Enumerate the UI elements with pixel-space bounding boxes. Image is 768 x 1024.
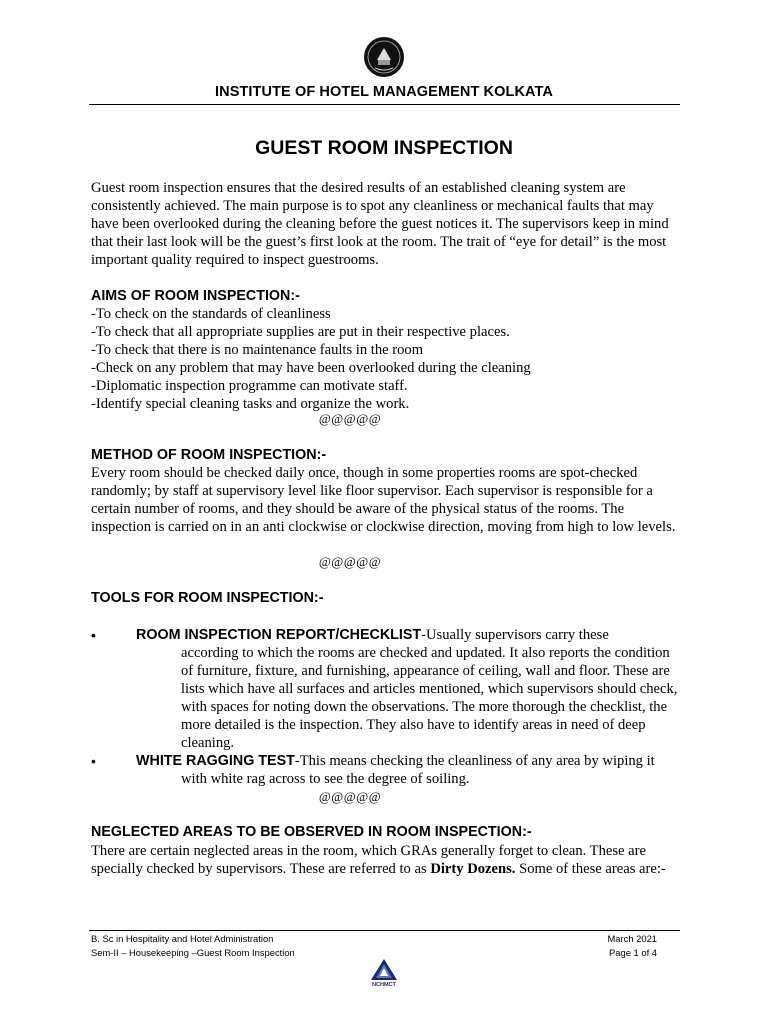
footer-left: [91, 932, 295, 960]
nchmct-logo-text: NCHMCT: [372, 982, 396, 988]
list-item: -Check on any problem that may have been overlooked during the cleaning: [91, 360, 531, 376]
tools-item-text: -Usually supervisors carry these: [421, 627, 609, 643]
neglected-heading: NEGLECTED AREAS TO BE OBSERVED IN ROOM INSPECTION:-: [91, 824, 532, 840]
tools-item-text: -This means checking the cleanliness of any area by wiping it: [294, 753, 655, 769]
tools-item-ragging: [136, 752, 681, 788]
dirty-dozens-term: Dirty Dozens.: [430, 861, 516, 877]
institute-name: INSTITUTE OF HOTEL MANAGEMENT KOLKATA: [215, 84, 553, 100]
footer-right: [560, 932, 657, 960]
list-item: -To check on the standards of cleanliness: [91, 306, 331, 322]
footer-date: March 2021: [607, 933, 657, 944]
tools-item-description: according to which the rooms are checked and updated. It also reports the condition of furniture, fixture, and furnishing, appearance of ceiling, wall and floor. These are lists which have all surfaces and articles mentioned, which supervisors should check, with spaces for noting down the observations. The more thorough the checklist, the more detailed is the inspection. They also have to identify areas in need of deep cleaning.: [181, 645, 678, 751]
neglected-paragraph: There are certain neglected areas in the room, which GRAs generally forget to clean. These are specially checked by supervisors. These are referred to as Dirty Dozens. Some of these areas are:-: [91, 843, 666, 877]
aims-list: [91, 305, 681, 413]
section-separator: @@@@@: [318, 789, 382, 804]
section-separator: @@@@@: [318, 554, 382, 569]
tools-item-title: WHITE RAGGING TEST: [136, 753, 295, 769]
footer-course: Sem-II – Housekeeping –Guest Room Inspection: [91, 947, 295, 958]
method-paragraph: Every room should be checked daily once, though in some properties rooms are spot-checked randomly; by staff at supervisory level like floor supervisor. Each supervisor is responsible for a certain number of rooms, and they should be aware of the physical status of the rooms. The inspection is carried on in an anti clockwise or clockwise direction, moving from high to low levels.: [91, 465, 676, 535]
list-item: -Diplomatic inspection programme can motivate staff.: [91, 378, 408, 394]
tools-item-checklist: [136, 626, 681, 752]
footer-divider: [89, 930, 680, 931]
bullet-marker: •: [91, 753, 96, 769]
list-item: -Identify special cleaning tasks and organize the work.: [91, 396, 410, 412]
page-number: Page 1 of 4: [609, 947, 657, 958]
section-separator: @@@@@: [318, 411, 382, 426]
method-heading: METHOD OF ROOM INSPECTION:-: [91, 447, 327, 463]
header-divider: [89, 104, 680, 105]
tools-item-description: with white rag across to see the degree of soiling.: [181, 771, 470, 787]
list-item: -To check that all appropriate supplies are put in their respective places.: [91, 324, 510, 340]
tools-item-title: ROOM INSPECTION REPORT/CHECKLIST: [136, 627, 422, 643]
list-item: -To check that there is no maintenance faults in the room: [91, 342, 424, 358]
intro-paragraph: Guest room inspection ensures that the desired results of an established cleaning system are consistently achieved. The main purpose is to spot any cleanliness or mechanical faults that may have been overlooked during the cleaning before the guest notices it. The supervisors keep in mind that their last look will be the guest’s first look at the room. The trait of “eye for detail” is the most important quality required to inspect guestrooms.: [91, 180, 669, 268]
institute-emblem-icon: [363, 36, 405, 78]
tools-heading: TOOLS FOR ROOM INSPECTION:-: [91, 590, 324, 606]
page-title: GUEST ROOM INSPECTION: [255, 137, 513, 159]
nchmct-logo-icon: [367, 958, 401, 982]
footer-program: B. Sc in Hospitality and Hotel Administration: [91, 933, 274, 944]
aims-heading: AIMS OF ROOM INSPECTION:-: [91, 288, 300, 304]
nchmct-logo: [367, 958, 401, 992]
bullet-marker: •: [91, 627, 96, 643]
